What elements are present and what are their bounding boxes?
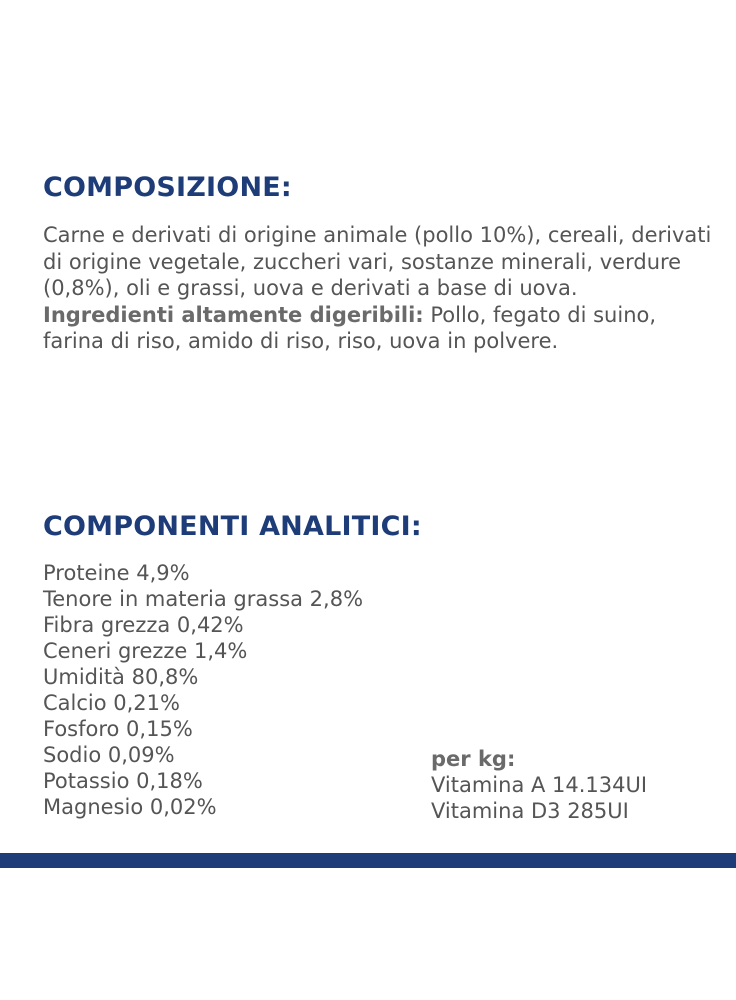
analytical-item-grassi: Tenore in materia grassa 2,8% [43, 587, 364, 611]
vitamins-list [431, 746, 647, 824]
composition-ingredients: Carne e derivati di origine animale (pollo 10%), cereali, derivati di origine vegetale, zuccheri vari, sostanze minerali, verdure (0,8%), oli e grassi, uova e derivati a base di uova. [43, 223, 712, 300]
analytical-item-proteine: Proteine 4,9% [43, 561, 190, 585]
composition-text [43, 222, 713, 355]
analytical-item-magnesio: Magnesio 0,02% [43, 795, 217, 819]
vitamin-item-d3: Vitamina D3 285UI [431, 799, 629, 823]
digestible-ingredients-label: Ingredienti altamente digeribili: [43, 302, 424, 327]
analytical-item-sodio: Sodio 0,09% [43, 743, 175, 767]
analytical-item-fibra: Fibra grezza 0,42% [43, 613, 244, 637]
analytical-item-ceneri: Ceneri grezze 1,4% [43, 639, 248, 663]
analytical-item-fosforo: Fosforo 0,15% [43, 717, 193, 741]
composition-heading: COMPOSIZIONE: [43, 172, 292, 203]
vitamin-item-a: Vitamina A 14.134UI [431, 773, 648, 797]
digestible-ingredients-text: Pollo, fegato di suino, farina di riso, amido di riso, riso, uova in polvere. [43, 302, 657, 353]
analytical-components-heading: COMPONENTI ANALITICI: [43, 511, 422, 542]
per-kg-label: per kg: [431, 747, 516, 771]
analytical-item-calcio: Calcio 0,21% [43, 691, 180, 715]
analytical-item-umidita: Umidità 80,8% [43, 665, 199, 689]
analytical-item-potassio: Potassio 0,18% [43, 769, 203, 793]
bottom-divider-band [0, 853, 736, 868]
analytical-components-list [43, 560, 363, 820]
